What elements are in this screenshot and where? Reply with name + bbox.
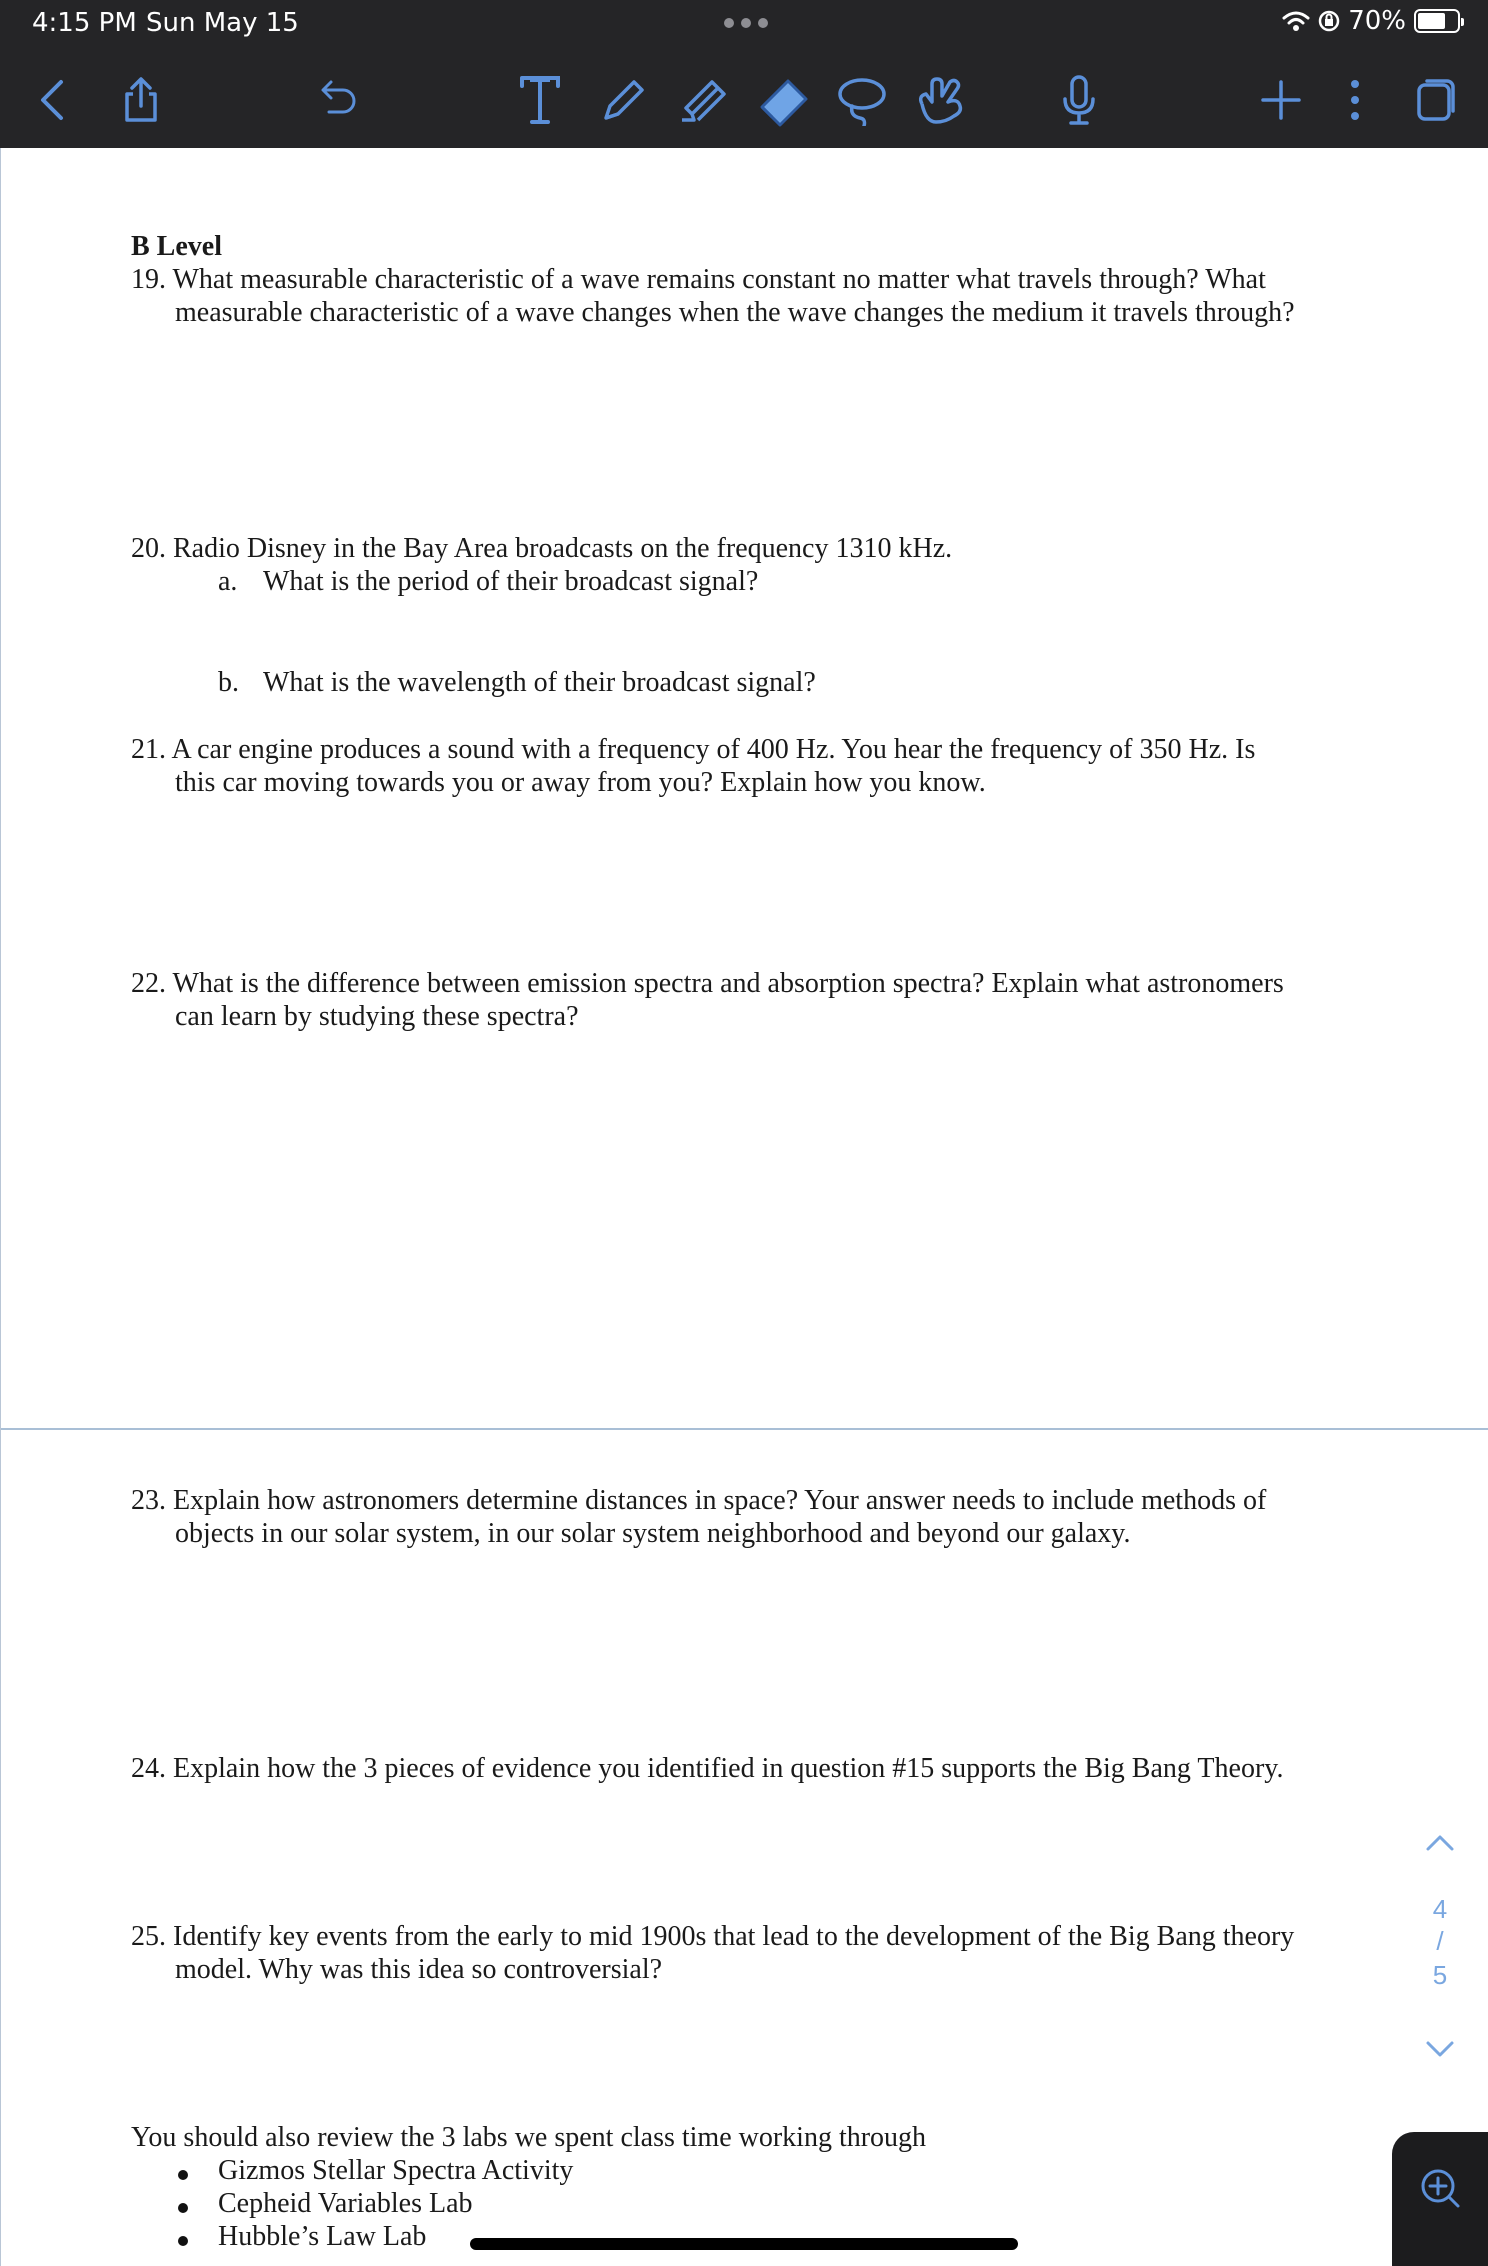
page-total: 5 [1432, 1960, 1448, 1990]
wifi-icon [1282, 10, 1310, 32]
top-bar [0, 0, 1488, 148]
q23-line-1: 23. Explain how astronomers determine distances in space? Your answer needs to include methods of [131, 1485, 1267, 1516]
q25-line-1: 25. Identify key events from the early to mid 1900s that lead to the development of the Big Bang theory [131, 1921, 1295, 1952]
section-heading: B Level [131, 231, 222, 262]
q22-line-1: 22. What is the difference between emission spectra and absorption spectra? Explain what astronomers [131, 968, 1284, 999]
battery-percent: 70% [1348, 6, 1406, 36]
zoom-in-icon[interactable] [1418, 2166, 1462, 2210]
page-divider [1, 1428, 1488, 1430]
battery-icon [1414, 9, 1460, 33]
hand-icon[interactable] [910, 72, 972, 128]
review-intro: You should also review the 3 labs we spent class time working through [131, 2122, 927, 2153]
q25-line-2: model. Why was this idea so controversial? [175, 1954, 663, 1985]
bullet-dot [178, 2236, 188, 2246]
question-20: 20. Radio Disney in the Bay Area broadcasts on the frequency 1310 kHz. [131, 533, 953, 564]
lab-item: Hubble’s Law Lab [218, 2221, 427, 2252]
question-23 [131, 1484, 1266, 1550]
lasso-icon[interactable] [832, 72, 892, 128]
bullet-dot [178, 2170, 188, 2180]
add-icon[interactable] [1256, 72, 1306, 128]
question-22 [131, 967, 1284, 1033]
orientation-lock-icon [1318, 10, 1340, 32]
microphone-icon[interactable] [1054, 72, 1104, 128]
lab-item: Gizmos Stellar Spectra Activity [218, 2155, 574, 2186]
q20a-text: What is the period of their broadcast signal? [263, 566, 759, 597]
q20a-label: a. [218, 566, 238, 597]
status-time: 4:15 PM [32, 8, 137, 38]
undo-icon[interactable] [314, 72, 364, 128]
pen-icon[interactable] [596, 72, 652, 128]
bullet-dot [178, 2203, 188, 2213]
q21-line-1: 21. A car engine produces a sound with a frequency of 400 Hz. You hear the frequency of 350 Hz. Is [131, 734, 1256, 765]
q22-line-2: can learn by studying these spectra? [175, 1001, 579, 1032]
question-25 [131, 1920, 1294, 1986]
question-24: 24. Explain how the 3 pieces of evidence you identified in question #15 supports the Big Bang Theory. [131, 1753, 1284, 1784]
zoom-panel[interactable] [1392, 2132, 1488, 2266]
next-page-icon[interactable] [1420, 2034, 1460, 2065]
question-21 [131, 733, 1255, 799]
q21-line-2: this car moving towards you or away from you? Explain how you know. [175, 767, 986, 798]
q20b-label: b. [218, 667, 239, 698]
status-right [1282, 6, 1460, 36]
q20b-text: What is the wavelength of their broadcast signal? [263, 667, 816, 698]
highlighter-icon[interactable] [674, 72, 734, 128]
page-separator: / [1436, 1926, 1444, 1956]
pages-icon[interactable] [1408, 72, 1464, 128]
q19-line-1: 19. What measurable characteristic of a wave remains constant no matter what travels through? What [131, 264, 1266, 295]
eraser-icon[interactable] [752, 72, 816, 128]
back-icon[interactable] [28, 72, 76, 128]
lab-item: Cepheid Variables Lab [218, 2188, 473, 2219]
multitasking-dots[interactable] [724, 18, 768, 30]
status-date: Sun May 15 [146, 8, 299, 38]
more-icon[interactable] [1340, 72, 1370, 128]
previous-page-icon[interactable] [1420, 1828, 1460, 1859]
share-icon[interactable] [116, 72, 166, 128]
page-current: 4 [1432, 1894, 1448, 1924]
q19-line-2: measurable characteristic of a wave changes when the wave changes the medium it travels through? [175, 297, 1295, 328]
text-tool-icon[interactable] [512, 72, 568, 128]
home-indicator[interactable] [470, 2238, 1018, 2250]
q23-line-2: objects in our solar system, in our solar system neighborhood and beyond our galaxy. [175, 1518, 1131, 1549]
question-19 [131, 263, 1295, 329]
